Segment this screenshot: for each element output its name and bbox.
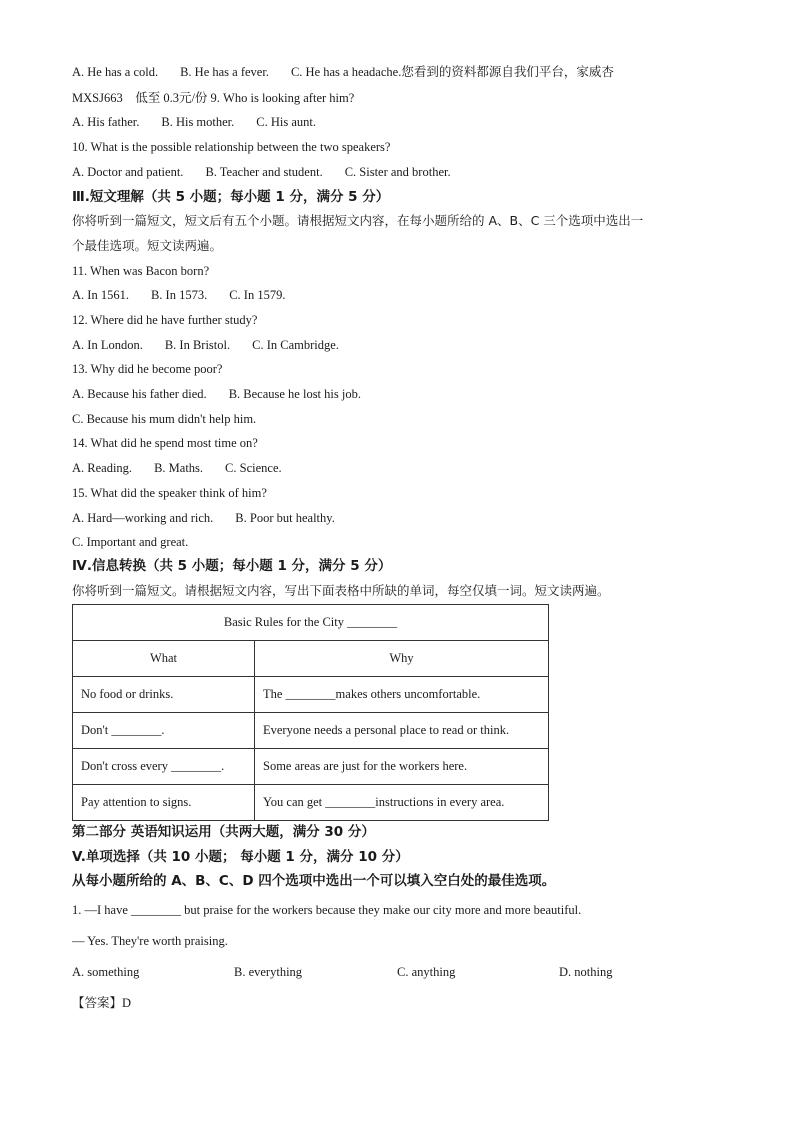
q13-options	[72, 385, 361, 403]
cell-why: Everyone needs a personal place to read or think.	[255, 713, 549, 749]
q1-options	[72, 963, 612, 981]
column-header-what: What	[73, 641, 255, 677]
option-b: B. In 1573.	[150, 288, 208, 302]
option-c: C. Sister and brother.	[344, 165, 451, 179]
part-2-heading: 第二部分 英语知识运用（共两大题，满分 30 分）	[72, 824, 375, 840]
cell-what: Don't cross every ________.	[73, 749, 255, 785]
cell-why: You can get ________instructions in every area.	[255, 785, 549, 821]
option-a: A. In 1561.	[72, 288, 129, 302]
answer-line	[72, 994, 131, 1012]
q11-question: 11. When was Bacon born?	[72, 264, 210, 278]
answer-value: D	[122, 996, 132, 1010]
option-b: B. Poor but healthy.	[235, 511, 335, 525]
cell-what: Don't ________.	[73, 713, 255, 749]
q14-options	[72, 459, 282, 477]
option-c: C. His aunt.	[256, 115, 317, 129]
table-row	[73, 785, 549, 821]
rules-table	[72, 604, 549, 821]
option-b: B. everything	[234, 965, 303, 979]
column-header-why: Why	[255, 641, 549, 677]
option-b: B. Maths.	[154, 461, 204, 475]
option-b: B. In Bristol.	[164, 338, 231, 352]
section-4-instructions: 你将听到一篇短文。请根据短文内容，写出下面表格中所缺的单词，每空仅填一词。短文读两遍。	[72, 583, 610, 598]
table-row	[73, 713, 549, 749]
cell-why: The ________makes others uncomfortable.	[255, 677, 549, 713]
option-c: C. He has a headache.	[290, 65, 402, 79]
q10-question: 10. What is the possible relationship between the two speakers?	[72, 140, 391, 154]
q11-options	[72, 286, 285, 304]
option-c: C. In 1579.	[229, 288, 286, 302]
option-a: A. Because his father died.	[72, 387, 207, 401]
option-d: D. nothing	[559, 965, 613, 979]
table-header-row	[73, 641, 549, 677]
q15-option-c: C. Important and great.	[72, 535, 189, 549]
q1-response: — Yes. They're worth praising.	[72, 934, 228, 948]
option-b: B. Because he lost his job.	[228, 387, 361, 401]
cell-what: No food or drinks.	[73, 677, 255, 713]
section-3-instructions: 你将听到一篇短文，短文后有五个小题。请根据短文内容，在每小题所给的 A、B、C 三个选项中选出一	[72, 213, 644, 228]
option-a: A. In London.	[72, 338, 143, 352]
option-c: C. In Cambridge.	[252, 338, 339, 352]
table-row	[73, 677, 549, 713]
q12-question: 12. Where did he have further study?	[72, 313, 258, 327]
q13-option-c: C. Because his mum didn't help him.	[72, 412, 257, 426]
q1-question: 1. —I have ________ but praise for the workers because they make our city more and more beautiful.	[72, 903, 582, 917]
q8-options	[72, 63, 614, 81]
table-title: Basic Rules for the City ________	[73, 605, 549, 641]
q12-options	[72, 336, 339, 354]
answer-tag: 【答案】	[72, 995, 123, 1010]
section-5-instructions: 从每小题所给的 A、B、C、D 四个选项中选出一个可以填入空白处的最佳选项。	[72, 873, 556, 889]
q14-question: 14. What did he spend most time on?	[72, 436, 258, 450]
q9-question: MXSJ663 低至 0.3元/份 9. Who is looking after him?	[72, 91, 355, 105]
table-title-row	[73, 605, 549, 641]
section-3-instructions-cont: 个最佳选项。短文读两遍。	[72, 238, 223, 253]
q15-options	[72, 509, 335, 527]
option-a: A. He has a cold.	[72, 65, 159, 79]
q15-question: 15. What did the speaker think of him?	[72, 486, 267, 500]
q9-options	[72, 113, 316, 131]
option-a: A. something	[72, 965, 140, 979]
q13-question: 13. Why did he become poor?	[72, 362, 223, 376]
option-a: A. Hard—working and rich.	[72, 511, 214, 525]
option-b: B. Teacher and student.	[205, 165, 323, 179]
option-a: A. Doctor and patient.	[72, 165, 184, 179]
section-3-heading: Ⅲ.短文理解（共 5 小题；每小题 1 分，满分 5 分）	[72, 189, 390, 205]
cell-what: Pay attention to signs.	[73, 785, 255, 821]
table-row	[73, 749, 549, 785]
option-a: A. Reading.	[72, 461, 133, 475]
option-b: B. His mother.	[161, 115, 235, 129]
option-c: C. anything	[397, 965, 456, 979]
option-b: B. He has a fever.	[180, 65, 269, 79]
option-a: A. His father.	[72, 115, 140, 129]
watermark-note: 您看到的资料都源自我们平台，家威杏	[401, 64, 614, 79]
q10-options	[72, 163, 451, 181]
cell-why: Some areas are just for the workers here.	[255, 749, 549, 785]
section-5-heading: V.单项选择（共 10 小题； 每小题 1 分，满分 10 分）	[72, 849, 409, 865]
section-4-heading: Ⅳ.信息转换（共 5 小题；每小题 1 分，满分 5 分）	[72, 558, 392, 574]
option-c: C. Science.	[225, 461, 282, 475]
